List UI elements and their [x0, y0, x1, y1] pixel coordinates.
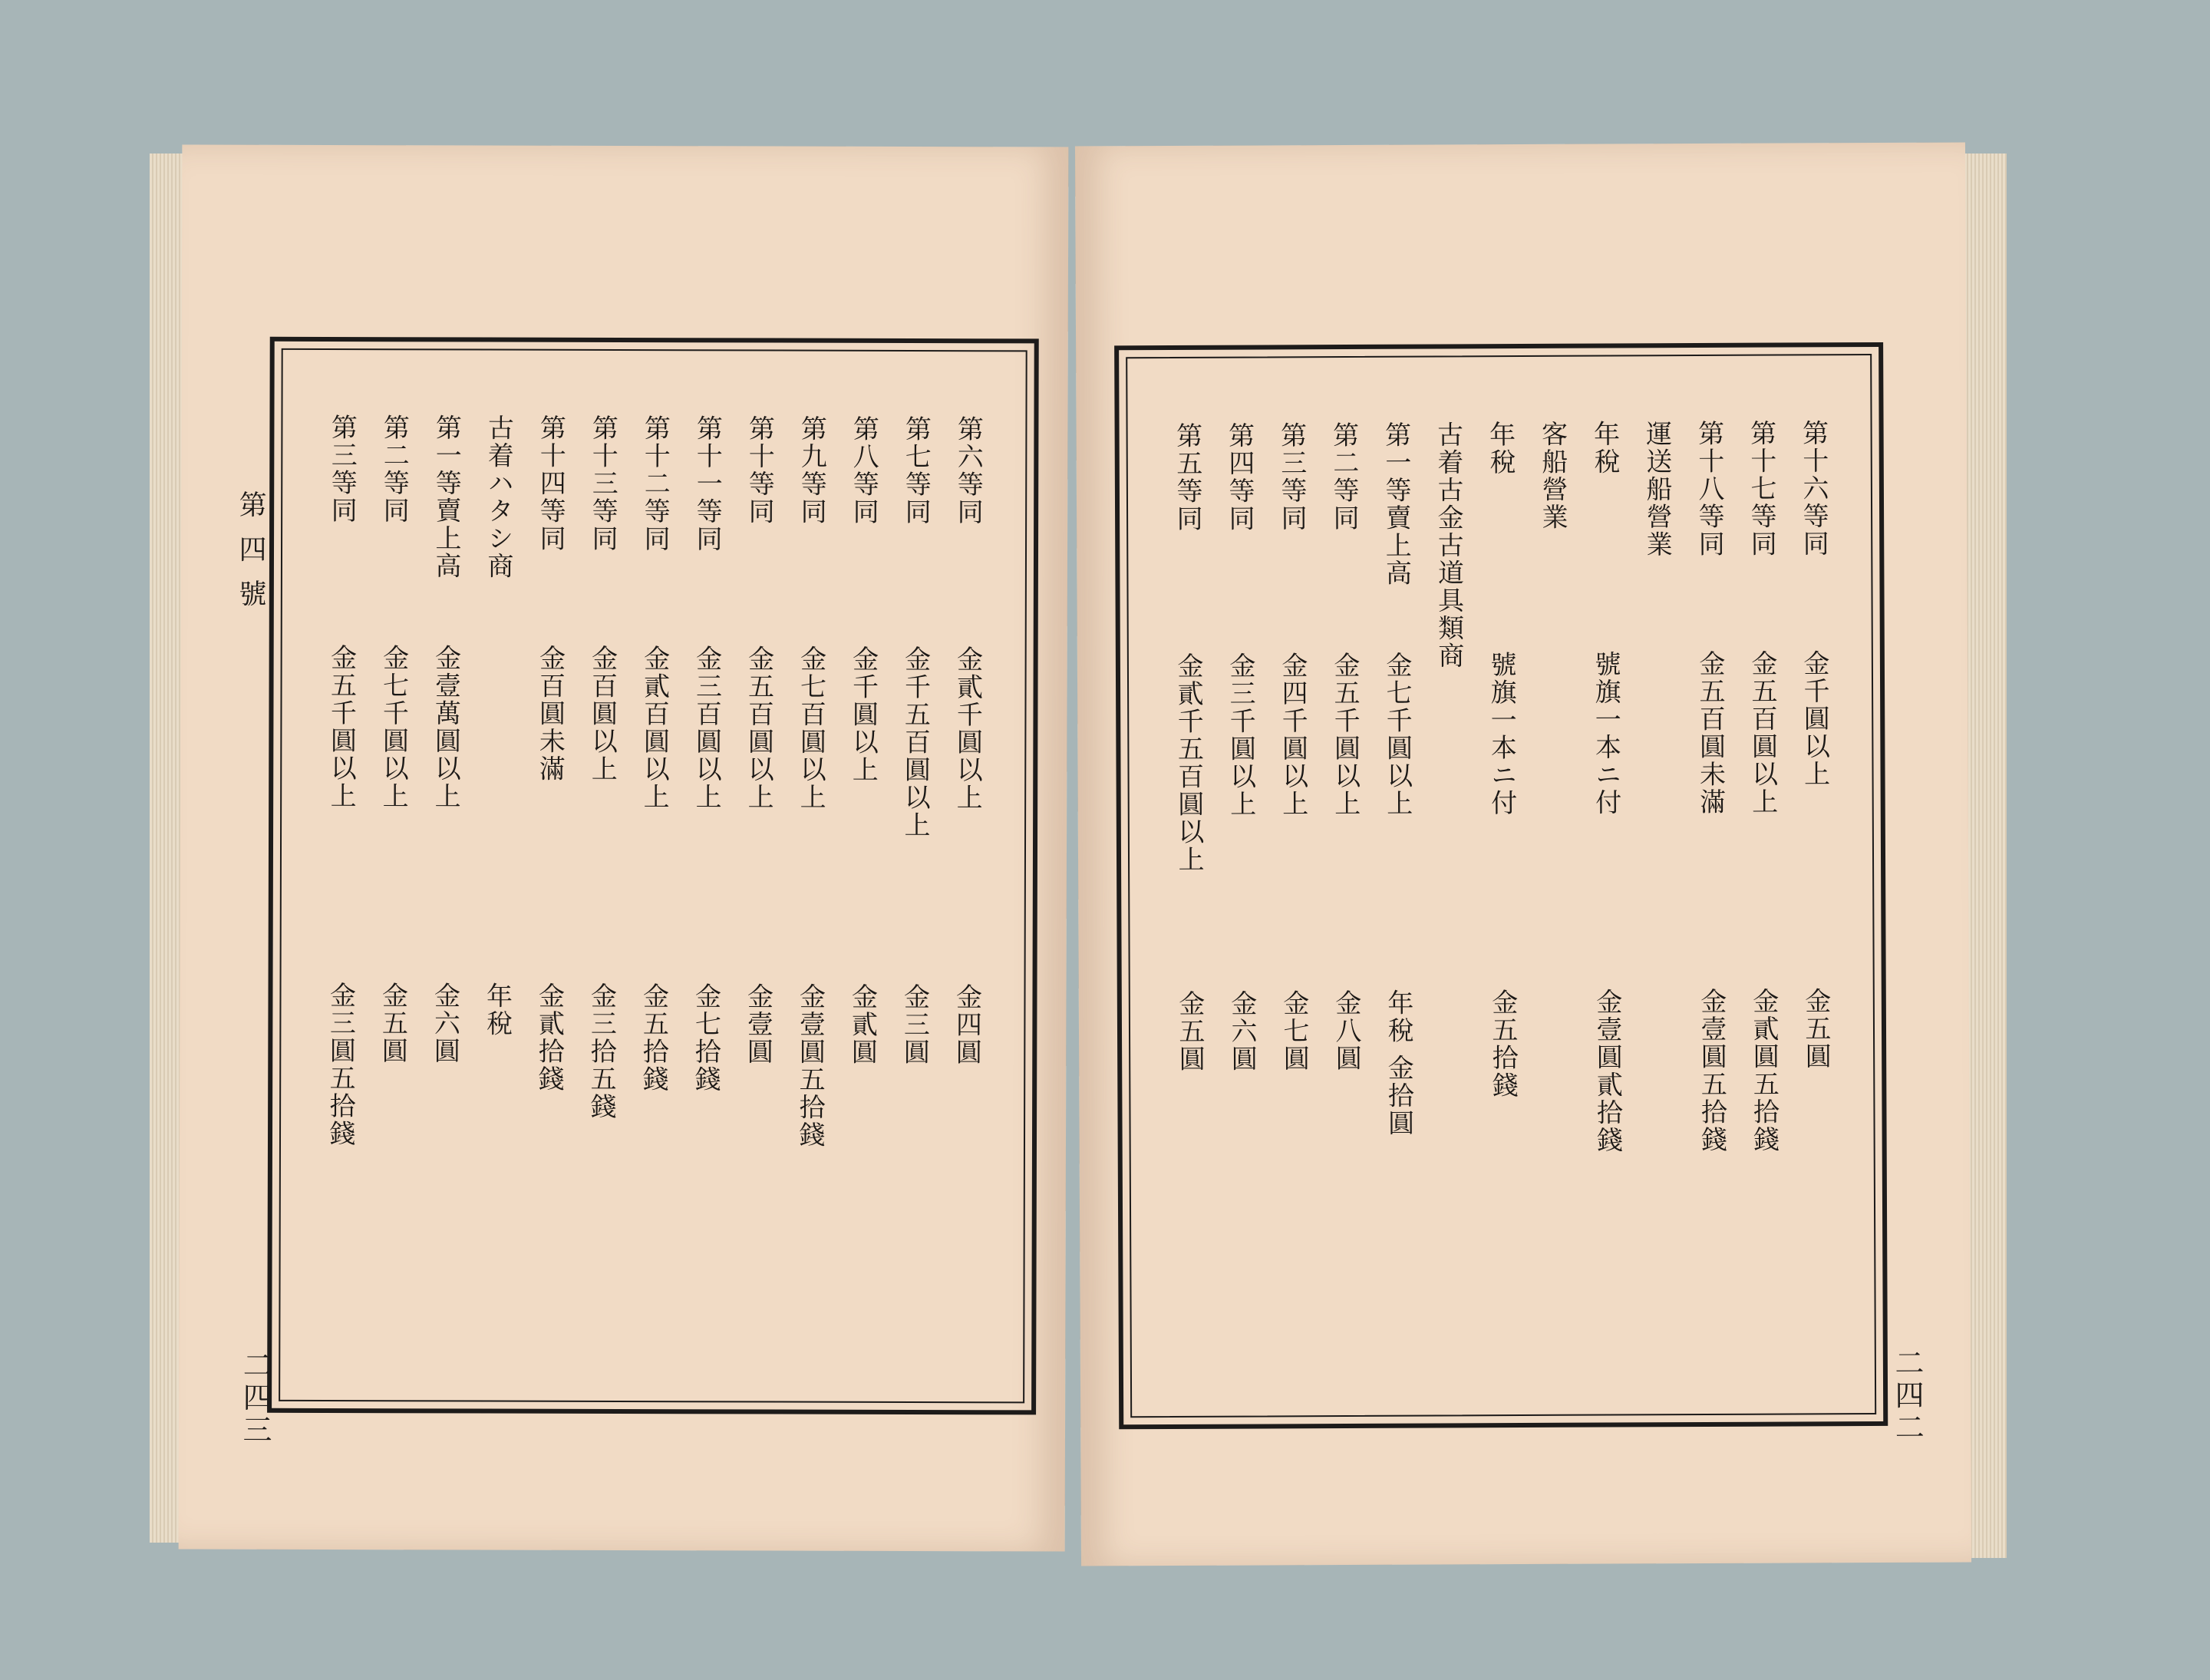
- tax-table: [1130, 358, 1872, 1414]
- category-label: 第十四等同: [535, 414, 566, 553]
- table-column: [1373, 421, 1423, 1342]
- category-label: 運送船營業: [1641, 420, 1673, 559]
- threshold-value: 金七千圓以上: [378, 644, 409, 810]
- table-column: [1790, 419, 1840, 1340]
- text-frame: [267, 337, 1039, 1415]
- tax-amount: 金八圓: [1330, 989, 1362, 1073]
- table-column: [1529, 421, 1579, 1342]
- category-label: 第十八等同: [1693, 419, 1725, 559]
- category-label: 第三等同: [326, 413, 358, 525]
- tax-amount: 金五圓: [377, 982, 408, 1065]
- tax-amount: 金五圓: [1799, 987, 1832, 1071]
- threshold-value: 金五千圓以上: [325, 643, 357, 810]
- table-column: [786, 415, 834, 1336]
- right-page: [1075, 142, 1971, 1566]
- threshold-value: 金百圓以上: [586, 644, 618, 783]
- threshold-value: 金三百圓以上: [691, 645, 722, 811]
- category-label: 客船營業: [1536, 420, 1568, 531]
- table-column: [1216, 421, 1266, 1342]
- category-label: 第二等同: [378, 414, 410, 525]
- threshold-value: 金千圓以上: [1798, 649, 1830, 788]
- threshold-value: 金貳千五百圓以上: [1172, 652, 1205, 873]
- tax-amount: 年稅 金拾圓: [1382, 989, 1414, 1137]
- category-label: 第二等同: [1328, 421, 1360, 533]
- category-label: 古着古金古道具類商: [1432, 421, 1464, 670]
- threshold-value: 金七千圓以上: [1380, 651, 1413, 817]
- table-column: [1582, 420, 1631, 1341]
- tax-amount: 金五拾錢: [638, 982, 669, 1094]
- tax-amount: 金三拾五錢: [585, 982, 617, 1121]
- threshold-value: 金五百圓以上: [1746, 649, 1778, 816]
- threshold-value: 金壹萬圓以上: [430, 644, 461, 810]
- running-head: 第四號: [234, 490, 267, 624]
- category-label: 年稅: [1484, 421, 1516, 477]
- table-column: [1477, 421, 1527, 1342]
- table-column: [1634, 420, 1684, 1341]
- tax-amount: 金壹圓貳拾錢: [1591, 988, 1623, 1154]
- page-number: 二四三: [237, 1349, 272, 1447]
- threshold-value: 金貳千圓以上: [952, 645, 983, 812]
- table-column: [473, 414, 521, 1335]
- category-label: 第十二等同: [639, 414, 671, 553]
- threshold-value: 金千圓以上: [847, 645, 879, 784]
- tax-amount: 金壹圓五拾錢: [1695, 987, 1727, 1154]
- category-label: 第一等賣上高: [1380, 421, 1412, 587]
- table-column: [525, 414, 573, 1335]
- tax-amount: 金六圓: [1225, 989, 1258, 1073]
- threshold-value: 金五百圓以上: [743, 645, 774, 811]
- table-column: [577, 414, 625, 1335]
- category-label: 第六等同: [952, 415, 984, 526]
- threshold-value: 金七百圓以上: [795, 645, 826, 811]
- category-label: 第八等同: [848, 414, 879, 526]
- threshold-value: 號旗一本ニ付: [1589, 650, 1621, 817]
- table-column: [1738, 420, 1788, 1341]
- table-column: [1164, 422, 1214, 1343]
- category-label: 第十三等同: [587, 414, 618, 553]
- category-label: 第五等同: [1171, 421, 1203, 533]
- threshold-value: 金五千圓以上: [1328, 651, 1361, 818]
- threshold-value: 金千五百圓以上: [899, 645, 931, 840]
- category-label: 第三等同: [1275, 421, 1308, 533]
- tax-amount: 金貳圓: [846, 982, 878, 1066]
- tax-amount: 金壹圓五拾錢: [793, 982, 826, 1149]
- left-page: [179, 144, 1069, 1551]
- category-label: 第一等賣上高: [430, 414, 462, 580]
- category-label: 年稅: [1588, 420, 1620, 476]
- tax-amount: 金五圓: [1173, 989, 1206, 1073]
- table-column: [368, 414, 417, 1335]
- category-label: 第七等同: [900, 414, 932, 526]
- table-column: [629, 414, 678, 1335]
- table-column: [838, 415, 886, 1336]
- category-label: 第十六等同: [1797, 419, 1829, 558]
- page-number: 二四二: [1889, 1347, 1925, 1444]
- tax-amount: 金貳拾錢: [533, 982, 565, 1093]
- threshold-value: 金百圓未滿: [534, 644, 566, 783]
- category-label: 第十一等同: [691, 414, 723, 553]
- category-label: 第四等同: [1223, 421, 1255, 533]
- table-column: [734, 414, 782, 1335]
- tax-amount: 年稅: [481, 982, 513, 1038]
- tax-amount: 金七拾錢: [690, 982, 721, 1094]
- tax-amount: 金貳圓五拾錢: [1747, 987, 1780, 1154]
- table-column: [890, 415, 938, 1336]
- category-label: 古着ハタシ商: [482, 414, 514, 580]
- text-frame: [1114, 342, 1888, 1429]
- table-column: [316, 414, 364, 1335]
- threshold-value: 金三千圓以上: [1224, 652, 1256, 818]
- threshold-value: 金四千圓以上: [1276, 652, 1308, 818]
- tax-amount: 金三圓五拾錢: [324, 981, 356, 1148]
- table-column: [421, 414, 469, 1335]
- table-column: [942, 415, 991, 1336]
- threshold-value: 金五百圓未滿: [1694, 649, 1726, 817]
- tax-table: [282, 352, 1024, 1400]
- category-label: 第九等同: [796, 414, 827, 526]
- tax-amount: 金四圓: [951, 983, 982, 1067]
- threshold-value: 金貳百圓以上: [638, 645, 670, 811]
- table-column: [1425, 421, 1475, 1342]
- threshold-value: 號旗一本ニ付: [1485, 651, 1517, 817]
- table-column: [681, 414, 730, 1335]
- table-column: [1321, 421, 1371, 1342]
- table-column: [1686, 420, 1736, 1341]
- tax-amount: 金三圓: [899, 982, 930, 1067]
- tax-amount: 金壹圓: [742, 982, 774, 1066]
- category-label: 第十七等同: [1745, 419, 1777, 558]
- table-column: [1268, 421, 1318, 1342]
- tax-amount: 金五拾錢: [1486, 989, 1519, 1100]
- tax-amount: 金六圓: [429, 982, 460, 1065]
- tax-amount: 金七圓: [1278, 989, 1310, 1073]
- category-label: 第十等同: [744, 414, 775, 526]
